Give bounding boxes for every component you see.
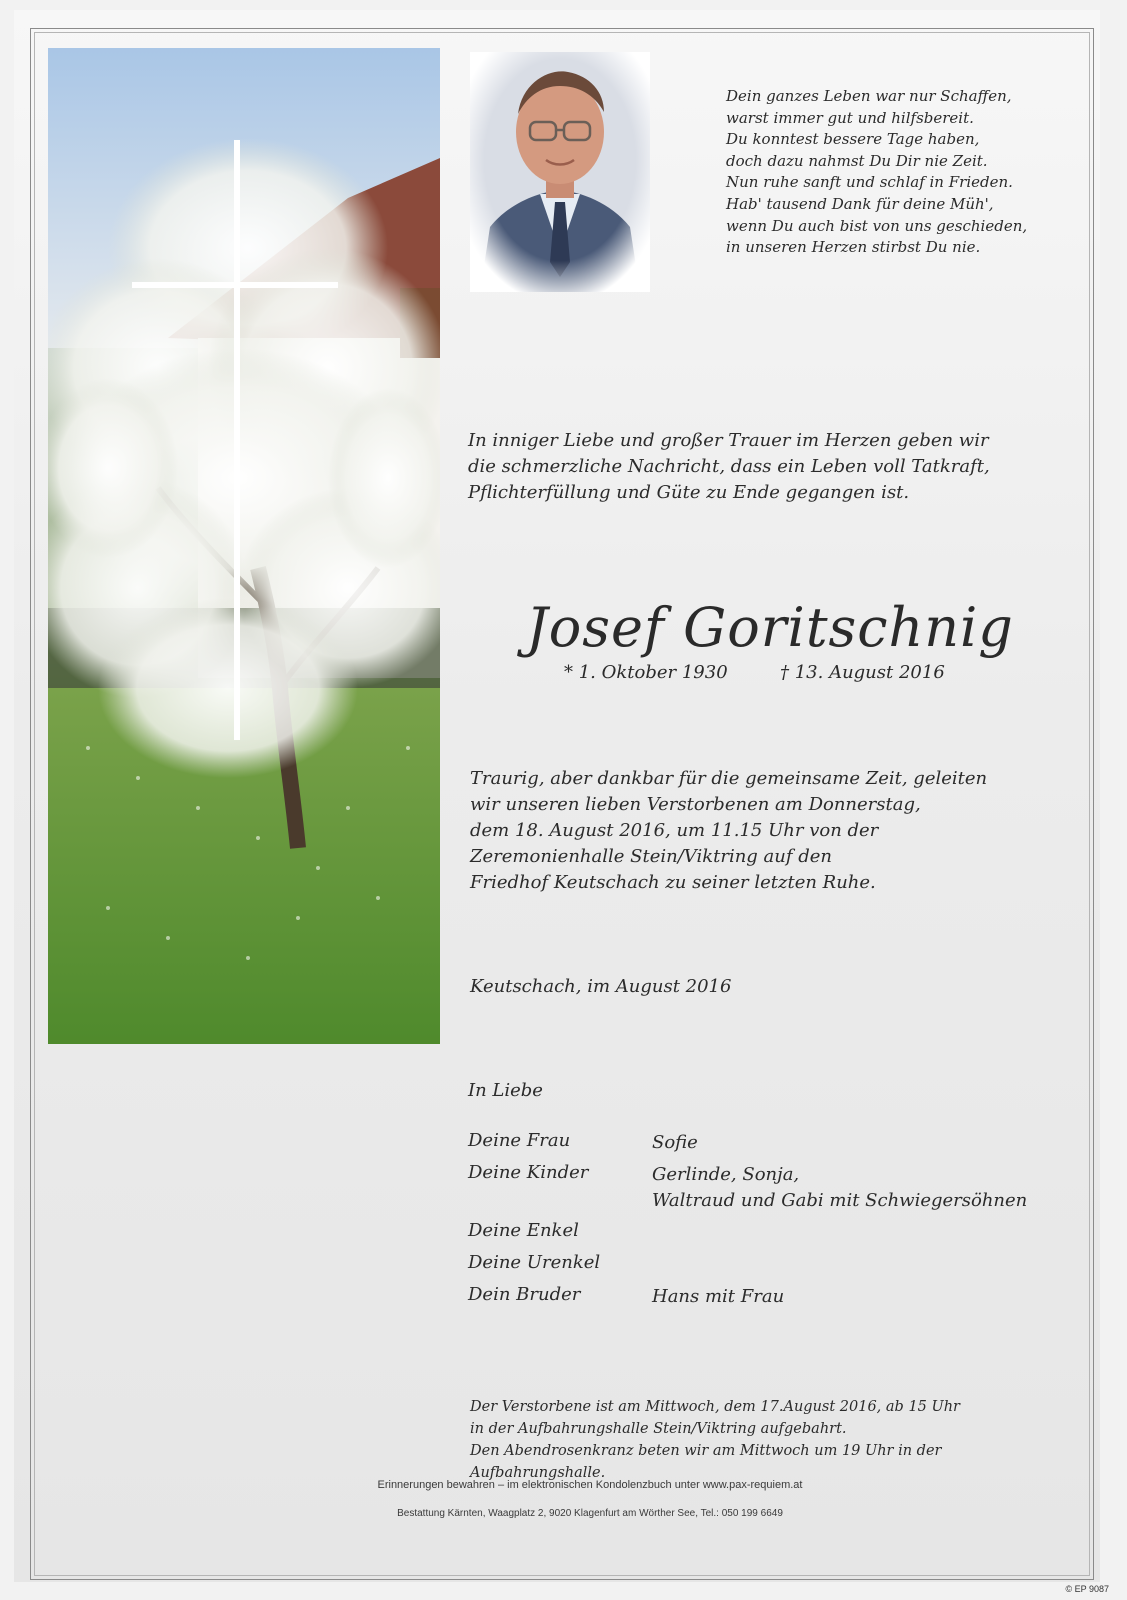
poem-line: doch dazu nahmst Du Dir nie Zeit.: [726, 151, 988, 170]
poem-line: Dein ganzes Leben war nur Schaffen,: [726, 87, 1012, 105]
blossom-tree-illustration: [48, 48, 440, 1044]
notice-line: Den Abendrosenkranz beten wir am Mittwoch um 19 Uhr in der: [470, 1443, 942, 1459]
poem-line: wenn Du auch bist von uns geschieden,: [726, 216, 1028, 235]
notice-line: Der Verstorbene ist am Mittwoch, dem 17.August 2016, ab 15 Uhr: [470, 1399, 960, 1415]
mourner-name-line: Hans mit Frau: [652, 1286, 785, 1307]
mourner-name-line: Sofie: [652, 1132, 698, 1153]
poem-line: warst immer gut und hilfsbereit.: [726, 108, 974, 127]
portrait-illustration: [470, 52, 650, 292]
mourner-name-line: Waltraud und Gabi mit Schwiegersöhnen: [652, 1190, 1028, 1211]
mourner-relation: Deine Frau: [468, 1130, 571, 1151]
funeral-line: Traurig, aber dankbar für die gemeinsame Zeit, geleiten: [470, 768, 988, 789]
memorial-poem: [726, 86, 1086, 259]
deceased-name: Josef Goritschnig: [526, 596, 1014, 659]
mourners-list: [468, 1130, 1088, 1316]
birth-date: * 1. Oktober 1930: [564, 662, 728, 683]
mourner-row: [468, 1220, 1088, 1252]
cross-vertical: [234, 140, 240, 740]
place-and-date: Keutschach, im August 2016: [470, 976, 732, 997]
message-line: Pflichterfüllung und Güte zu Ende gegangen ist.: [468, 482, 910, 503]
funeral-line: Zeremonienhalle Stein/Viktring auf den: [470, 846, 833, 867]
mourner-names: [652, 1162, 1027, 1214]
cross-horizontal: [132, 282, 338, 288]
mourner-names: [652, 1130, 698, 1156]
mourner-relation: Dein Bruder: [468, 1284, 581, 1305]
poem-line: Du konntest bessere Tage haben,: [726, 130, 980, 149]
in-love-heading: In Liebe: [468, 1080, 543, 1101]
poem-line: Nun ruhe sanft und schlaf in Frieden.: [726, 173, 1013, 192]
notice-line: in der Aufbahrungshalle Stein/Viktring aufgebahrt.: [470, 1421, 847, 1437]
poem-line: in unseren Herzen stirbst Du nie.: [726, 238, 981, 257]
announcement-message: [468, 428, 1068, 506]
death-date: † 13. August 2016: [780, 662, 945, 683]
mourner-relation: Deine Urenkel: [468, 1252, 601, 1273]
notice-line: Aufbahrungshalle.: [470, 1465, 606, 1481]
message-line: die schmerzliche Nachricht, dass ein Leben voll Tatkraft,: [468, 456, 990, 477]
blossom-tree-photo: [48, 48, 440, 1044]
funeral-line: Friedhof Keutschach zu seiner letzten Ruhe.: [470, 872, 876, 893]
mourner-row: [468, 1284, 1088, 1316]
message-line: In inniger Liebe und großer Trauer im Herzen geben wir: [468, 430, 989, 451]
viewing-notice: [470, 1396, 1070, 1484]
mourner-row: [468, 1252, 1088, 1284]
mourner-name-line: Gerlinde, Sonja,: [652, 1164, 800, 1185]
poem-line: Hab' tausend Dank für deine Müh',: [726, 194, 994, 213]
funeral-line: wir unseren lieben Verstorbenen am Donnerstag,: [470, 794, 921, 815]
mourner-relation: Deine Kinder: [468, 1162, 589, 1183]
mourner-names: [652, 1284, 784, 1310]
portrait-photo: [470, 52, 650, 292]
funeral-details: [470, 766, 1070, 896]
mourner-row: [468, 1130, 1088, 1162]
mourner-relation: Deine Enkel: [468, 1220, 579, 1241]
mourner-row: [468, 1162, 1088, 1220]
funeral-home-address: Bestattung Kärnten, Waagplatz 2, 9020 Klagenfurt am Wörther See, Tel.: 050 199 6649: [397, 1508, 783, 1519]
ep-code: © EP 9087: [1065, 1584, 1109, 1594]
funeral-line: dem 18. August 2016, um 11.15 Uhr von der: [470, 820, 879, 841]
condolence-book-footer: Erinnerungen bewahren – im elektronischen Kondolenzbuch unter www.pax-requiem.at: [377, 1479, 803, 1491]
